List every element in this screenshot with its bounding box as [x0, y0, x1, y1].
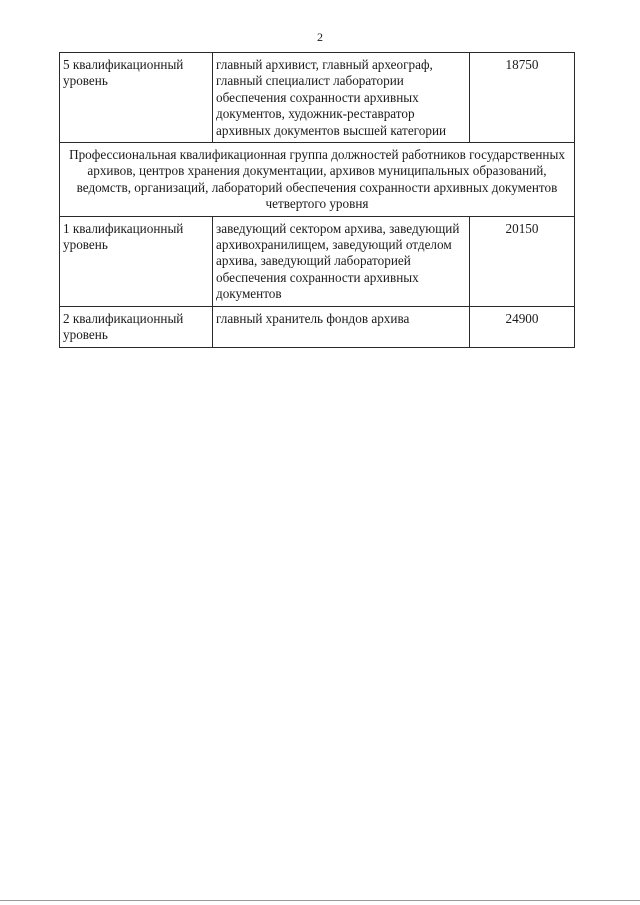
salary-cell: 24900 — [470, 306, 575, 347]
qualification-level-cell: 5 квалификационный уровень — [60, 53, 213, 143]
table-row — [60, 306, 575, 347]
salary-table — [59, 52, 575, 348]
scan-bottom-edge — [0, 900, 640, 901]
table-row — [60, 216, 575, 306]
page-number: 2 — [317, 30, 323, 44]
group-title-cell: Профессиональная квалификационная группа должностей работников государственных архивов, центров хранения документации, архивов муниципальных образований, ведомств, организаций, лабораторий обеспечения сохранности архивных документов четвертого уровня — [60, 143, 575, 217]
qualification-level-cell: 2 квалификационный уровень — [60, 306, 213, 347]
table-row — [60, 53, 575, 143]
salary-cell: 18750 — [470, 53, 575, 143]
positions-cell: заведующий сектором архива, заведующий архивохранилищем, заведующий отделом архива, заведующий лабораторией обеспечения сохранности архивных документов — [213, 216, 470, 306]
positions-cell: главный хранитель фондов архива — [213, 306, 470, 347]
group-header-row — [60, 143, 575, 217]
positions-cell: главный архивист, главный археограф, главный специалист лаборатории обеспечения сохранности архивных документов, художник-реставратор архивных документов высшей категории — [213, 53, 470, 143]
salary-cell: 20150 — [470, 216, 575, 306]
qualification-level-cell: 1 квалификационный уровень — [60, 216, 213, 306]
